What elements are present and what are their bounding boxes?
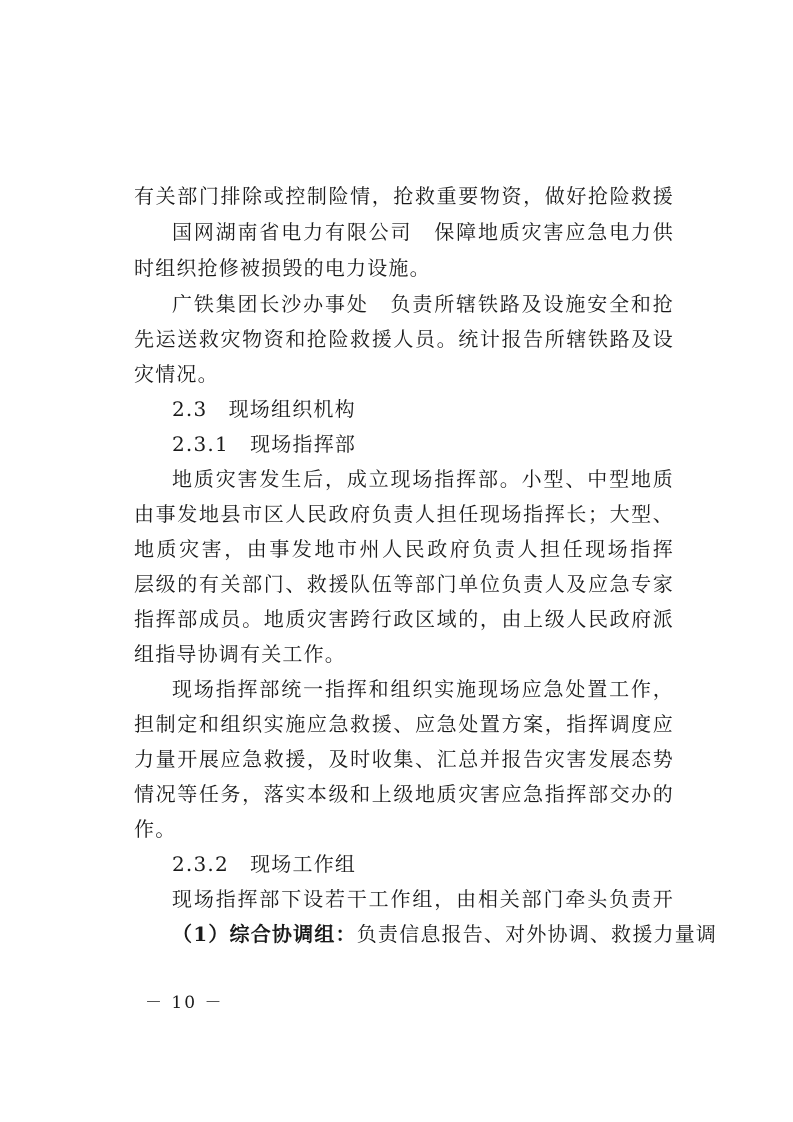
paragraph-line: 现场指挥部统一指挥和组织实施现场应急处置工作，: [172, 677, 674, 701]
list-item-text: 负责信息报告、对外协调、救援力量调: [356, 922, 718, 946]
paragraph-line: 担制定和组织实施应急救援、应急处置方案，指挥调度应: [134, 712, 674, 736]
paragraph-line: 广铁集团长沙办事处 负责所辖铁路及设施安全和抢: [172, 292, 674, 316]
paragraph-line: 国网湖南省电力有限公司 保障地质灾害应急电力供: [172, 220, 674, 244]
paragraph-line: 现场指挥部下设若干工作组，由相关部门牵头负责开: [172, 887, 674, 911]
list-item-label: （1）综合协调组：: [172, 922, 357, 946]
paragraph-line: 由事发地县市区人民政府负责人担任现场指挥长；大型、: [134, 502, 674, 526]
paragraph-line: 力量开展应急救援，及时收集、汇总并报告灾害发展态势: [134, 747, 674, 771]
subsection-heading: 2.3.1 现场指挥部: [172, 432, 357, 456]
paragraph-line: 情况等任务，落实本级和上级地质灾害应急指挥部交办的: [134, 782, 674, 806]
paragraph-line: 作。: [134, 817, 177, 841]
paragraph-line: 组指导协调有关工作。: [134, 642, 346, 666]
page-number: － 10 －: [145, 993, 224, 1013]
section-heading: 2.3 现场组织机构: [172, 397, 356, 421]
paragraph-line: 先运送救灾物资和抢险救援人员。统计报告所辖铁路及设: [134, 327, 674, 351]
paragraph-line: 地质灾害，由事发地市州人民政府负责人担任现场指挥: [134, 537, 674, 561]
paragraph-line: 灾情况。: [134, 362, 219, 386]
paragraph-line: 地质灾害发生后，成立现场指挥部。小型、中型地质: [172, 467, 674, 491]
paragraph-line: 指挥部成员。地质灾害跨行政区域的，由上级人民政府派: [134, 607, 674, 631]
subsection-heading: 2.3.2 现场工作组: [172, 852, 357, 876]
list-item-line: [172, 922, 718, 946]
paragraph-line: 层级的有关部门、救援队伍等部门单位负责人及应急专家: [134, 572, 674, 596]
paragraph-line: 时组织抢修被损毁的电力设施。: [134, 256, 431, 280]
paragraph-line: 有关部门排除或控制险情，抢救重要物资，做好抢险救援: [134, 184, 674, 208]
